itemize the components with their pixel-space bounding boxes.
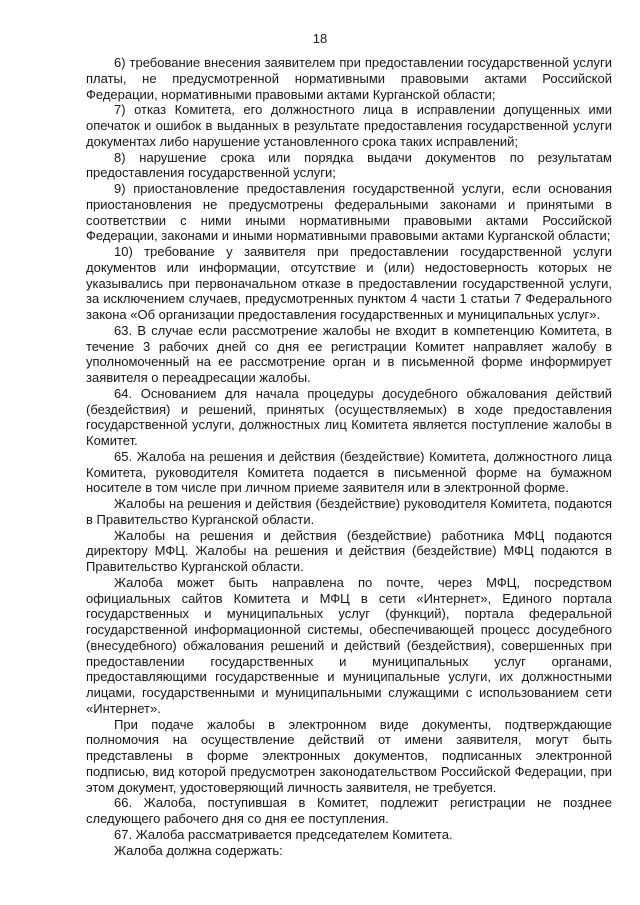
paragraph: 9) приостановление предоставления государственной услуги, если основания приостановления не предусмотрены федеральными законами и принятыми в соответствии с ними иными нормативными правовыми актами Российской Федерации, законами и иными нормативными правовыми актами Курганской области; (86, 181, 612, 244)
paragraph: 10) требование у заявителя при предоставлении государственной услуги документов или информации, отсутствие и (или) недостоверность которых не указывались при первоначальном отказе в предоставлении государственной услуги, за исключением случаев, предусмотренных пунктом 4 части 1 статьи 7 Федерального закона «Об организации предоставления государственных и муниципальных услуг». (86, 244, 612, 322)
document-body (86, 55, 612, 858)
paragraph: Жалоба может быть направлена по почте, через МФЦ, посредством официальных сайтов Комитета и МФЦ в сети «Интернет», Единого портала государственных и муниципальных услуг (функций), портала федеральной государственной информационной системы, обеспечивающей процесс досудебного (внесудебного) обжалования решений и действий (бездействия), совершенных при предоставлении государственных и муниципальных услуг органами, предоставляющими государственные и муниципальные услуги, их должностными лицами, государственными и муниципальными служащими с использованием сети «Интернет». (86, 574, 612, 716)
paragraph: 63. В случае если рассмотрение жалобы не входит в компетенцию Комитета, в течение 3 рабочих дней со дня ее регистрации Комитет направляет жалобу в уполномоченный на ее рассмотрение орган и в письменной форме информирует заявителя о переадресации жалобы. (86, 322, 612, 385)
paragraph: 65. Жалоба на решения и действия (бездействие) Комитета, должностного лица Комитета, руководителя Комитета подается в письменной форме на бумажном носителе в том числе при личном приеме заявителя или в электронной форме. (86, 448, 612, 496)
paragraph: 6) требование внесения заявителем при предоставлении государственной услуги платы, не предусмотренной нормативными правовыми актами Российской Федерации, нормативными правовыми актами Курганской области; (86, 55, 612, 102)
page-number: 18 (312, 31, 328, 46)
paragraph: 8) нарушение срока или порядка выдачи документов по результатам предоставления государственной услуги; (86, 149, 612, 181)
paragraph: 67. Жалоба рассматривается председателем Комитета. (114, 826, 453, 842)
paragraph: Жалоба должна содержать: (114, 842, 283, 858)
paragraph: 7) отказ Комитета, его должностного лица в исправлении допущенных ими опечаток и ошибок в выданных в результате предоставления государственной услуги документах либо нарушение установленного срока таких исправлений; (86, 102, 612, 149)
paragraph: 64. Основанием для начала процедуры досудебного обжалования действий (бездействия) и решений, принятых (осуществляемых) в ходе предоставления государственной услуги, должностных лиц Комитета является поступление жалобы в Комитет. (86, 385, 612, 448)
paragraph: При подаче жалобы в электронном виде документы, подтверждающие полномочия на осуществление действий от имени заявителя, могут быть представлены в форме электронных документов, подписанных электронной подписью, вид которой предусмотрен законодательством Российской Федерации, при этом документ, удостоверяющий личность заявителя, не требуется. (86, 716, 612, 795)
paragraph: Жалобы на решения и действия (бездействие) руководителя Комитета, подаются в Правительство Курганской области. (86, 496, 612, 527)
paragraph: Жалобы на решения и действия (бездействие) работника МФЦ подаются директору МФЦ. Жалобы на решения и действия (бездействие) МФЦ подаются в Правительство Курганской области. (86, 527, 612, 574)
paragraph: 66. Жалоба, поступившая в Комитет, подлежит регистрации не позднее следующего рабочего дня со дня ее поступления. (86, 795, 612, 826)
